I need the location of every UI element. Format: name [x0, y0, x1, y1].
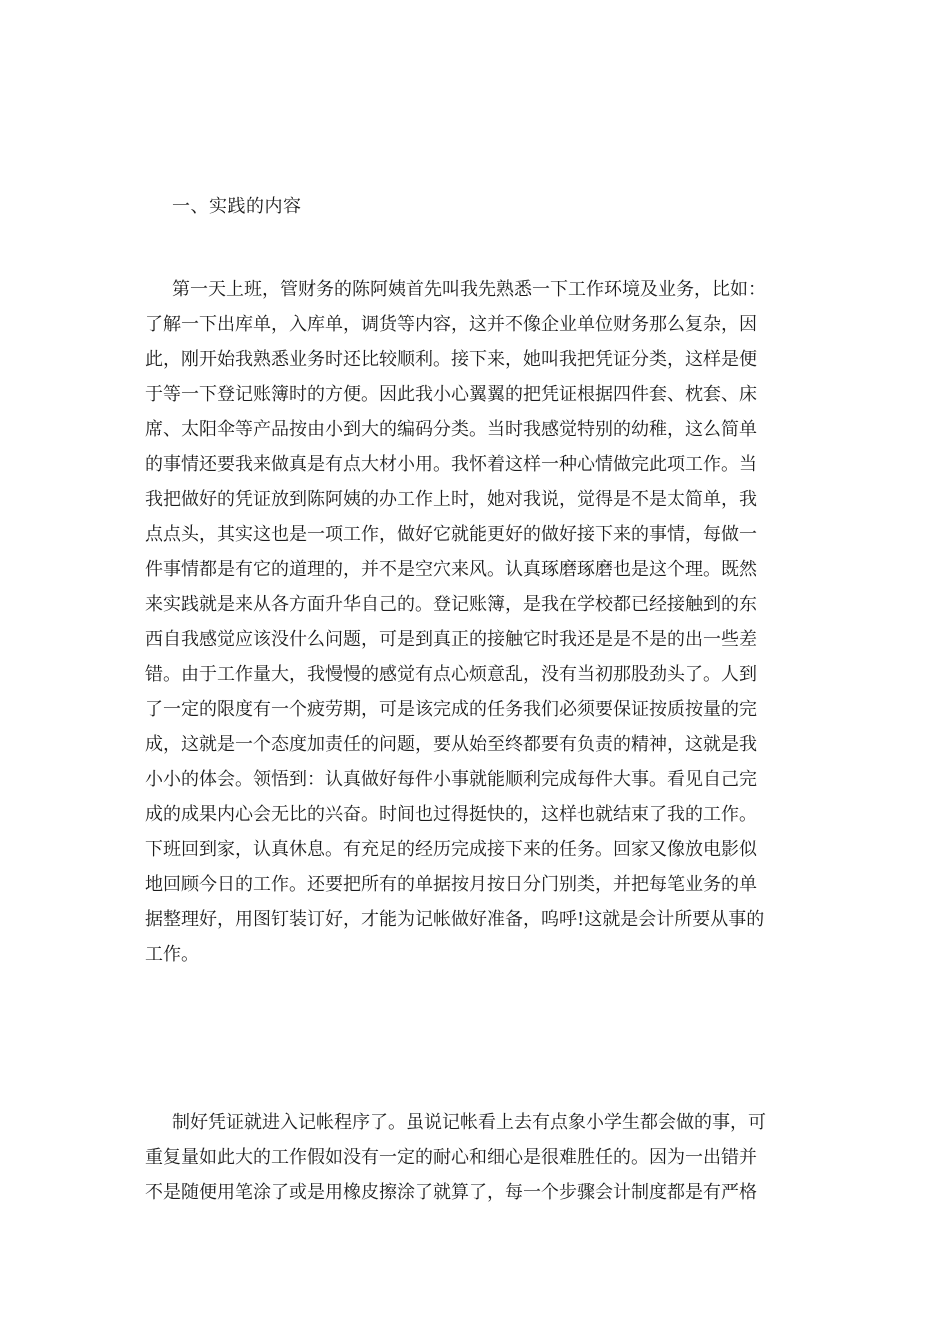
paragraph-line: 小小的体会。领悟到：认真做好每件小事就能顺利完成每件大事。看见自己完: [145, 769, 757, 790]
paragraph-line: 了一定的限度有一个疲劳期，可是该完成的任务我们必须要保证按质按量的完: [145, 699, 757, 720]
paragraph-line: 西自我感觉应该没什么问题，可是到真正的接触它时我还是是不是的出一些差: [145, 629, 757, 650]
paragraph-line: 不是随便用笔涂了或是用橡皮擦涂了就算了，每一个步骤会计制度都是有严格: [145, 1182, 757, 1203]
paragraph-line: 下班回到家，认真休息。有充足的经历完成接下来的任务。回家又像放电影似: [145, 839, 757, 860]
paragraph-line: 我把做好的凭证放到陈阿姨的办工作上时，她对我说，觉得是不是太简单，我: [145, 489, 757, 510]
section-heading: 一、实践的内容: [172, 196, 302, 217]
paragraph-line: 来实践就是来从各方面升华自己的。登记账簿，是我在学校都已经接触到的东: [145, 594, 757, 615]
paragraph-line: 第一天上班，管财务的陈阿姨首先叫我先熟悉一下工作环境及业务，比如：: [172, 279, 766, 300]
paragraph-line: 了解一下出库单，入库单，调货等内容，这并不像企业单位财务那么复杂，因: [145, 314, 757, 335]
paragraph-line: 制好凭证就进入记帐程序了。虽说记帐看上去有点象小学生都会做的事，可: [172, 1112, 766, 1133]
paragraph-line: 据整理好，用图钉装订好，才能为记帐做好准备，呜呼!这就是会计所要从事的: [145, 909, 765, 930]
paragraph-line: 席、太阳伞等产品按由小到大的编码分类。当时我感觉特别的幼稚，这么简单: [145, 419, 757, 440]
paragraph-1: [145, 272, 815, 972]
paragraph-line: 地回顾今日的工作。还要把所有的单据按月按日分门别类，并把每笔业务的单: [145, 874, 757, 895]
paragraph-2: [145, 1105, 815, 1210]
paragraph-line: 于等一下登记账簿时的方便。因此我小心翼翼的把凭证根据四件套、枕套、床: [145, 384, 757, 405]
paragraph-line: 成，这就是一个态度加责任的问题，要从始至终都要有负责的精神，这就是我: [145, 734, 757, 755]
paragraph-line: 的事情还要我来做真是有点大材小用。我怀着这样一种心情做完此项工作。当: [145, 454, 757, 475]
paragraph-line: 工作。: [145, 944, 199, 965]
paragraph-line: 件事情都是有它的道理的，并不是空穴来风。认真琢磨琢磨也是这个理。既然: [145, 559, 757, 580]
paragraph-line: 重复量如此大的工作假如没有一定的耐心和细心是很难胜任的。因为一出错并: [145, 1147, 757, 1168]
paragraph-line: 错。由于工作量大，我慢慢的感觉有点心烦意乱，没有当初那股劲头了。人到: [145, 664, 757, 685]
paragraph-line: 成的成果内心会无比的兴奋。时间也过得挺快的，这样也就结束了我的工作。: [145, 804, 757, 825]
paragraph-line: 点点头，其实这也是一项工作，做好它就能更好的做好接下来的事情，每做一: [145, 524, 757, 545]
paragraph-line: 此，刚开始我熟悉业务时还比较顺利。接下来，她叫我把凭证分类，这样是便: [145, 349, 757, 370]
